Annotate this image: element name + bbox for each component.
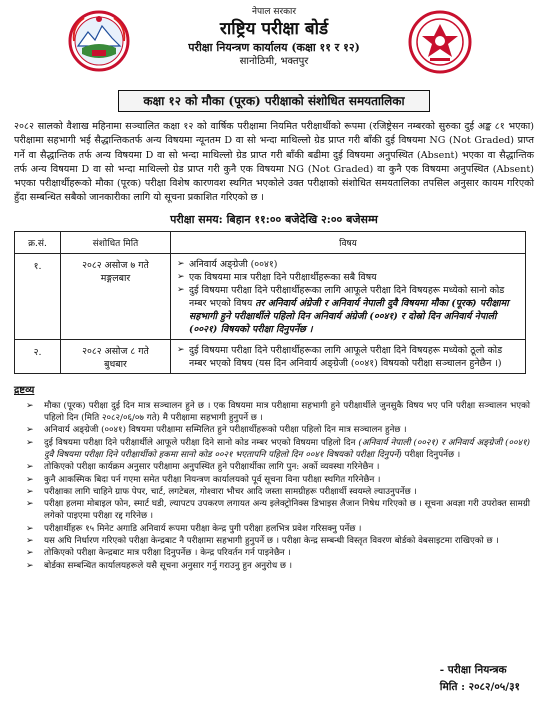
- government-name: नेपाल सरकार: [251, 7, 297, 17]
- note-item: [14, 437, 534, 462]
- signatory-title: - परीक्षा नियन्त्रक: [439, 664, 507, 676]
- weekday-text: बुधबार: [104, 358, 127, 370]
- exam-time: परीक्षा समय: बिहान ११:०० बजेदेखि २:०० बजेसम्म: [170, 212, 378, 226]
- row-date: [61, 339, 171, 373]
- row-subjects: [171, 339, 526, 373]
- note-item: ➢ तोकिएको परीक्षा कार्यक्रम अनुसार परीक्षामा अनुपस्थित हुने परीक्षार्थीका लागि पुन: अर्को व्यवस्था गरिनेछैन ।: [14, 461, 534, 473]
- table-row: [15, 253, 526, 339]
- office-location: सानोठिमी, भक्तपुर: [239, 56, 309, 67]
- row-sn: १.: [15, 253, 61, 339]
- subject-item: [177, 284, 519, 336]
- subject-item: ➢ दुई विषयमा परीक्षा दिने परीक्षार्थीहरूका लागि आफूले परीक्षा दिने विषयहरू मध्येको ठूलो कोड नम्बर भएको विषय (यस दिन अनिवार्य अङ्ग्रेजी (००४१) विषयको परीक्षा सञ्चालन हुनेछैन ।): [177, 344, 519, 370]
- note-item: ➢ परीक्षाका लागि चाहिने ग्राफ पेपर, चार्ट, लगटेबल, गोश्वारा भौचर आदि जस्ता सामग्रीहरू परीक्षार्थी स्वयम्ले ल्याउनुपर्नेछ ।: [14, 486, 534, 498]
- signature-block: [440, 662, 520, 696]
- note-item: ➢ परीक्षा हलमा मोबाइल फोन, स्मार्ट घडी, ल्यापटप उपकरण लगायत अन्य इलेक्ट्रोनिक्स डिभाइस लैजान निषेध गरिएको छ । सूचना अवज्ञा गरी उपरोक्त सामग्री लगेको पाइएमा परीक्षा रद्द गरिनेछ ।: [14, 498, 534, 523]
- note-text: परीक्षा दिनुपर्नेछ ।: [401, 449, 461, 460]
- subject-item: ➢ एक विषयमा मात्र परीक्षा दिने परीक्षार्थीहरूका सबै विषय: [177, 271, 519, 284]
- note-item: ➢ बोर्डका सम्बन्धित कार्यालयहरूले यसै सूचना अनुसार गर्नु गराउनु हुन अनुरोध छ ।: [14, 560, 534, 572]
- weekday-text: मङ्गलबार: [100, 272, 131, 284]
- notes-list: [14, 400, 534, 572]
- signature-date: मिति : २०८२/०५/३१: [439, 681, 520, 693]
- row-subjects: [171, 253, 526, 339]
- notice-title: कक्षा १२ को मौका (पूरक) परीक्षाको संशोधित समयतालिका: [118, 90, 430, 112]
- note-item: ➢ अनिवार्य अङ्ग्रेजी (००४१) विषयमा परीक्षामा सम्मिलित हुने परीक्षार्थीहरूको परीक्षा पहिलो दिन मात्र सञ्चालन हुनेछ ।: [14, 424, 534, 436]
- table-row: [15, 339, 526, 373]
- office-name: परीक्षा नियन्त्रण कार्यालय (कक्षा ११ र १२): [188, 41, 360, 54]
- note-item: ➢ कुनै आकस्मिक बिदा पर्न गएमा समेत परीक्षा नियन्त्रण कार्यालयको पूर्व सूचना विना परीक्षा स्थगित गरिनेछैन ।: [14, 474, 534, 486]
- neb-seal-logo: [408, 10, 472, 74]
- row-date: [61, 253, 171, 339]
- note-text: दुई विषयमा परीक्षा दिने परीक्षार्थीले आफूले परीक्षा दिने सानो कोड नम्बर भएको विषयमा पहिलो दिन: [44, 437, 359, 448]
- note-item: ➢ यस अघि निर्धारण गरिएको परीक्षा केन्द्रबाट नै परीक्षामा सहभागी हुनुपर्ने छ । परीक्षा केन्द्र सम्बन्धी विस्तृत विवरण बोर्डको वेबसाइटमा राखिएको छ ।: [14, 535, 534, 547]
- header-sn: क्र.सं.: [15, 231, 61, 253]
- letterhead: [14, 6, 534, 90]
- table-header-row: [15, 231, 526, 253]
- subject-emphasis: तर अनिवार्य अंग्रेजी र अनिवार्य नेपाली दुवै विषयमा मौका (पूरक) परीक्षामा सहभागी हुने परीक्षार्थीले पहिलो दिन अनिवार्य अंग्रेजी (००४१) र दोस्रो दिन अनिवार्य नेपाली (००२१) विषयको परीक्षा दिनुपर्नेछ ।: [189, 297, 509, 335]
- header-date: संशोधित मिति: [61, 231, 171, 253]
- notes-heading: द्रष्टव्य: [14, 384, 35, 396]
- date-text: २०८२ असोज ८ गते: [82, 345, 149, 357]
- board-name: राष्ट्रिय परीक्षा बोर्ड: [219, 19, 329, 39]
- intro-paragraph: २०८२ सालको वैशाख महिनामा सञ्चालित कक्षा १२ को वार्षिक परीक्षामा नियमित परीक्षार्थीको रूपमा (रजिष्ट्रेसन नम्बरको सुरुका दुई अङ्क ८१ भएका) परीक्षामा सहभागी भई सैद्धान्तिकतर्फ अन्य विषयमा न्यूनतम D वा सो भन्दा माथिल्लो ग्रेड प्राप्त गरी बाँकी दुई विषयमा NG (Not Graded) प्राप्त गर्ने वा सैद्धान्तिक तर्फ अन्य विषयमा D वा सो भन्दा माथिल्लो ग्रेड प्राप्त गरी बाँकी बढीमा दुई विषयमा अनुपस्थित (Absent) भएका वा सैद्धान्तिक तर्फ अन्य विषयमा D वा सो भन्दा माथिल्लो ग्रेड प्राप्त गरी कुनै एक विषयमा NG (Not Graded) वा कुनै एक विषयमा अनुपस्थित (Absent) भएका परीक्षार्थीहरूको मौका (पूरक) परीक्षा विशेष कारणवश स्थगित भएकोले उक्त परीक्षाको संशोधित समयतालिका तपसिल अनुसार कायम गरिएको हुँदा सम्बन्धित सबैको जानकारीका लागि यो सूचना प्रकाशित गरिएको छ ।: [14, 121, 534, 204]
- schedule-table: [14, 231, 526, 374]
- note-item: ➢ तोकिएको परीक्षा केन्द्रबाट मात्र परीक्षा दिनुपर्नेछ । केन्द्र परिवर्तन गर्न पाइनेछैन ।: [14, 547, 534, 559]
- note-item: ➢ मौका (पूरक) परीक्षा दुई दिन मात्र सञ्चालन हुने छ । एक विषयमा मात्र परीक्षामा सहभागी हुने परीक्षार्थीले जुनसुकै विषय भए पनि परीक्षा सञ्चालन भएको पहिलो दिन (मिति २०८२/०६/०७ गते) मै परीक्षामा सहभागी हुनुपर्ने छ ।: [14, 400, 534, 425]
- subject-item: ➢ अनिवार्य अङ्ग्रेजी (००४१): [177, 258, 519, 271]
- header-subject: विषय: [171, 231, 526, 253]
- note-italic: (अनिवार्य नेपाली (००२१) र अनिवार्य अङ्ग्रेजी (००४१) दुवै विषयमा परीक्षा दिने परीक्षार्थीको हकमा सानो कोड ००२१ भएतापनि पहिलो दिन ००४१ विषयको परीक्षा दिनुपर्ने): [44, 437, 531, 460]
- subject-text: दुई विषयमा परीक्षा दिने परीक्षार्थीहरूका लागि आफूले परीक्षा दिने विषयहरू मध्येको सानो कोड नम्बर भएको विषय: [189, 284, 505, 309]
- row-sn: २.: [15, 339, 61, 373]
- note-item: ➢ परीक्षार्थीहरू १५ मिनेट अगाडि अनिवार्य रूपमा परीक्षा केन्द्र पुगी परीक्षा हलभित्र प्रवेश गरिसक्नु पर्नेछ ।: [14, 523, 534, 535]
- date-text: २०८२ असोज ७ गते: [82, 259, 149, 271]
